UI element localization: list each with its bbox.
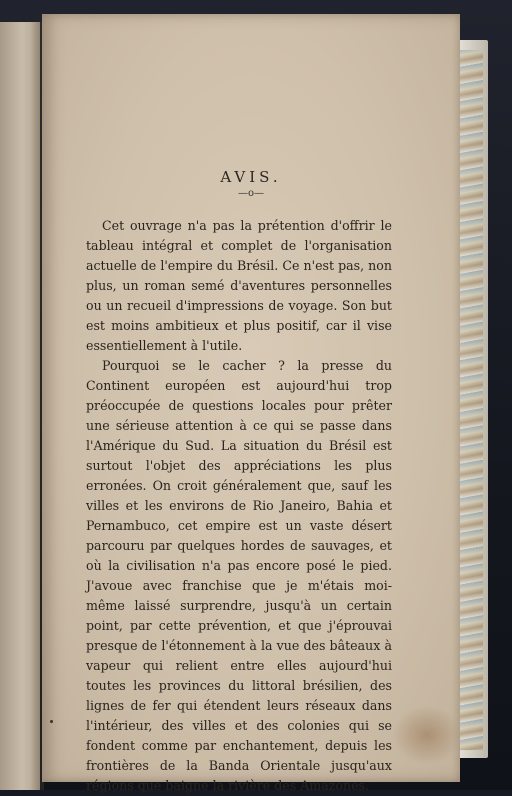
- paragraph-1: Cet ouvrage n'a pas la prétention d'offrir le tableau intégral et complet de l'organisation actuelle de l'empire du Brésil. Ce n'est pas, non plus, un roman semé d'aventures personnelles ou un recueil d'impressions de voyage. Son but est moins ambitieux et plus positif, car il vise essentiellement à l'utile.: [86, 218, 392, 353]
- page-heading: AVIS.: [220, 168, 282, 186]
- body-text: [86, 216, 392, 796]
- paragraph-2: Pourquoi se le cacher ? la presse du Continent européen est aujourd'hui trop préoccupée de questions locales pour prêter une sérieuse attention à ce qui se passe dans l'Amérique du Sud. La situation du Brésil est surtout l'objet des appréciations les plus erronées. On croit généralement que, sauf les villes et les environs de Rio Janeiro, Bahia et Pernambuco, cet empire est un vaste désert parcouru par quelques hordes de sauvages, et où la civilisation n'a pas encore posé le pied. J'avoue avec franchise que je m'étais moi-même laissé surprendre, jusqu'à un certain point, par cette prévention, et que j'éprouvai presque de l'étonnement à la vue des bâteaux à vapeur qui relient entre elles aujourd'hui toutes les provinces du littoral brésilien, des lignes de fer qui étendent leurs réseaux dans l'intérieur, des villes et des colonies qui se fondent comme par enchantement, depuis les frontières de la Banda Orientale jusqu'aux régions que baigne la rivière des Amazones.: [86, 358, 392, 793]
- foxing-stain: [392, 705, 462, 765]
- ink-speck: [50, 720, 53, 723]
- ornamental-rule: —o—: [237, 188, 265, 199]
- marbled-page-edge: [456, 50, 483, 750]
